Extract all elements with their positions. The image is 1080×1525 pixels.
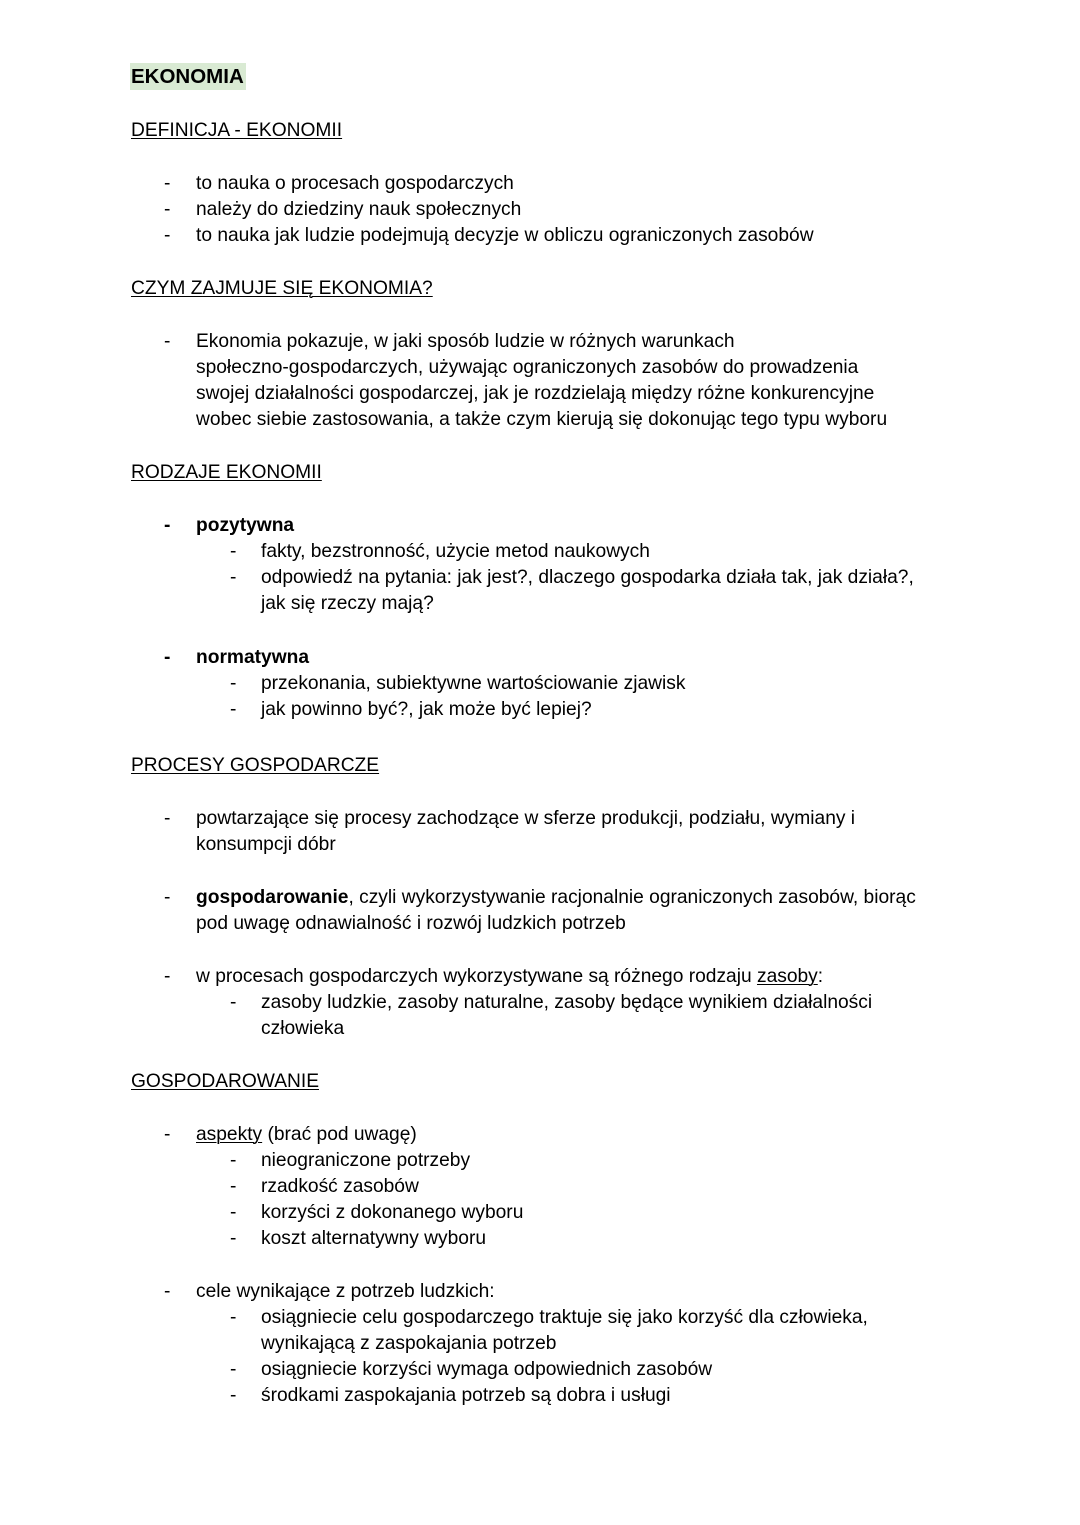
bullet-dash: - xyxy=(230,1385,237,1406)
sub-list-item: przekonania, subiektywne wartościowanie zjawisk xyxy=(261,673,686,694)
bullet-dash: - xyxy=(230,1202,237,1223)
section-heading-czym-zajmuje-sie: CZYM ZAJMUJE SIĘ EKONOMIA? xyxy=(131,278,433,299)
section-heading-gospodarowanie: GOSPODAROWANIE xyxy=(131,1071,319,1092)
text-segment: w procesach gospodarczych wykorzystywane są różnego rodzaju xyxy=(196,966,757,987)
section-heading-rodzaje-ekonomii: RODZAJE EKONOMII xyxy=(131,462,322,483)
list-item: należy do dziedziny nauk społecznych xyxy=(196,199,522,220)
sub-list-item: koszt alternatywny wyboru xyxy=(261,1228,487,1249)
section-heading-procesy-gospodarcze: PROCESY GOSPODARCZE xyxy=(131,755,380,776)
bullet-dash: - xyxy=(230,673,237,694)
bullet-dash: - xyxy=(164,808,171,829)
bold-term: gospodarowanie xyxy=(196,887,349,908)
list-item-aspekty xyxy=(196,1122,417,1148)
sub-list-item: osiągniecie celu gospodarczego traktuje się jako korzyść dla człowieka, xyxy=(261,1307,868,1328)
list-item: to nauka jak ludzie podejmują decyzje w obliczu ograniczonych zasobów xyxy=(196,225,814,246)
bullet-dash: - xyxy=(164,515,171,536)
bullet-dash: - xyxy=(164,331,171,352)
bullet-dash: - xyxy=(230,1307,237,1328)
bullet-dash: - xyxy=(230,699,237,720)
list-item-gospodarowanie xyxy=(196,885,916,911)
paragraph-line: Ekonomia pokazuje, w jaki sposób ludzie w różnych warunkach xyxy=(196,331,735,352)
list-item-normatywna: normatywna xyxy=(196,647,310,668)
bullet-dash: - xyxy=(164,966,171,987)
underlined-term: aspekty xyxy=(196,1124,263,1145)
bullet-dash: - xyxy=(164,225,171,246)
sub-list-item: nieograniczone potrzeby xyxy=(261,1150,471,1171)
bullet-dash: - xyxy=(230,1359,237,1380)
bullet-dash: - xyxy=(164,199,171,220)
sub-list-item: środkami zaspokajania potrzeb są dobra i usługi xyxy=(261,1385,671,1406)
sub-list-item-continued: jak się rzeczy mają? xyxy=(261,593,434,614)
bullet-dash: - xyxy=(164,1281,171,1302)
sub-list-item-continued: człowieka xyxy=(261,1018,345,1039)
text-segment: : xyxy=(817,966,824,987)
section-heading-definicja: DEFINICJA - EKONOMII xyxy=(131,120,343,141)
bullet-dash: - xyxy=(230,1228,237,1249)
sub-list-item: korzyści z dokonanego wyboru xyxy=(261,1202,524,1223)
underlined-term: zasoby xyxy=(756,966,818,987)
sub-list-item: odpowiedź na pytania: jak jest?, dlaczego gospodarka działa tak, jak działa?, xyxy=(261,567,914,588)
list-item-cele: cele wynikające z potrzeb ludzkich: xyxy=(196,1281,495,1302)
list-item: powtarzające się procesy zachodzące w sferze produkcji, podziału, wymiany i xyxy=(196,808,856,829)
list-item-continued: konsumpcji dóbr xyxy=(196,834,336,855)
bullet-dash: - xyxy=(230,1150,237,1171)
sub-list-item: zasoby ludzkie, zasoby naturalne, zasoby będące wynikiem działalności xyxy=(261,992,873,1013)
text-segment: (brać pod uwagę) xyxy=(262,1124,417,1145)
list-item-pozytywna: pozytywna xyxy=(196,515,295,536)
paragraph-line: wobec siebie zastosowania, a także czym kierują się dokonując tego typu wyboru xyxy=(196,409,888,430)
bullet-dash: - xyxy=(164,887,171,908)
sub-list-item-continued: wynikającą z zaspokajania potrzeb xyxy=(261,1333,557,1354)
bullet-dash: - xyxy=(230,541,237,562)
bullet-dash: - xyxy=(230,1176,237,1197)
bullet-dash: - xyxy=(164,173,171,194)
paragraph-line: społeczno-gospodarczych, używając ograniczonych zasobów do prowadzenia xyxy=(196,357,859,378)
bullet-dash: - xyxy=(230,992,237,1013)
bullet-dash: - xyxy=(164,647,171,668)
bullet-dash: - xyxy=(230,567,237,588)
list-item-continued: pod uwagę odnawialność i rozwój ludzkich potrzeb xyxy=(196,913,626,934)
paragraph-line: swojej działalności gospodarczej, jak je rozdzielają między różne konkurencyjne xyxy=(196,383,875,404)
bullet-dash: - xyxy=(164,1124,171,1145)
sub-list-item: rzadkość zasobów xyxy=(261,1176,419,1197)
list-item: to nauka o procesach gospodarczych xyxy=(196,173,514,194)
sub-list-item: fakty, bezstronność, użycie metod naukowych xyxy=(261,541,650,562)
sub-list-item: jak powinno być?, jak może być lepiej? xyxy=(261,699,592,720)
term-definition: , czyli wykorzystywanie racjonalnie ograniczonych zasobów, biorąc xyxy=(348,887,916,908)
list-item-zasoby xyxy=(196,964,823,990)
document-title: EKONOMIA xyxy=(131,65,244,88)
sub-list-item: osiągniecie korzyści wymaga odpowiednich zasobów xyxy=(261,1359,713,1380)
